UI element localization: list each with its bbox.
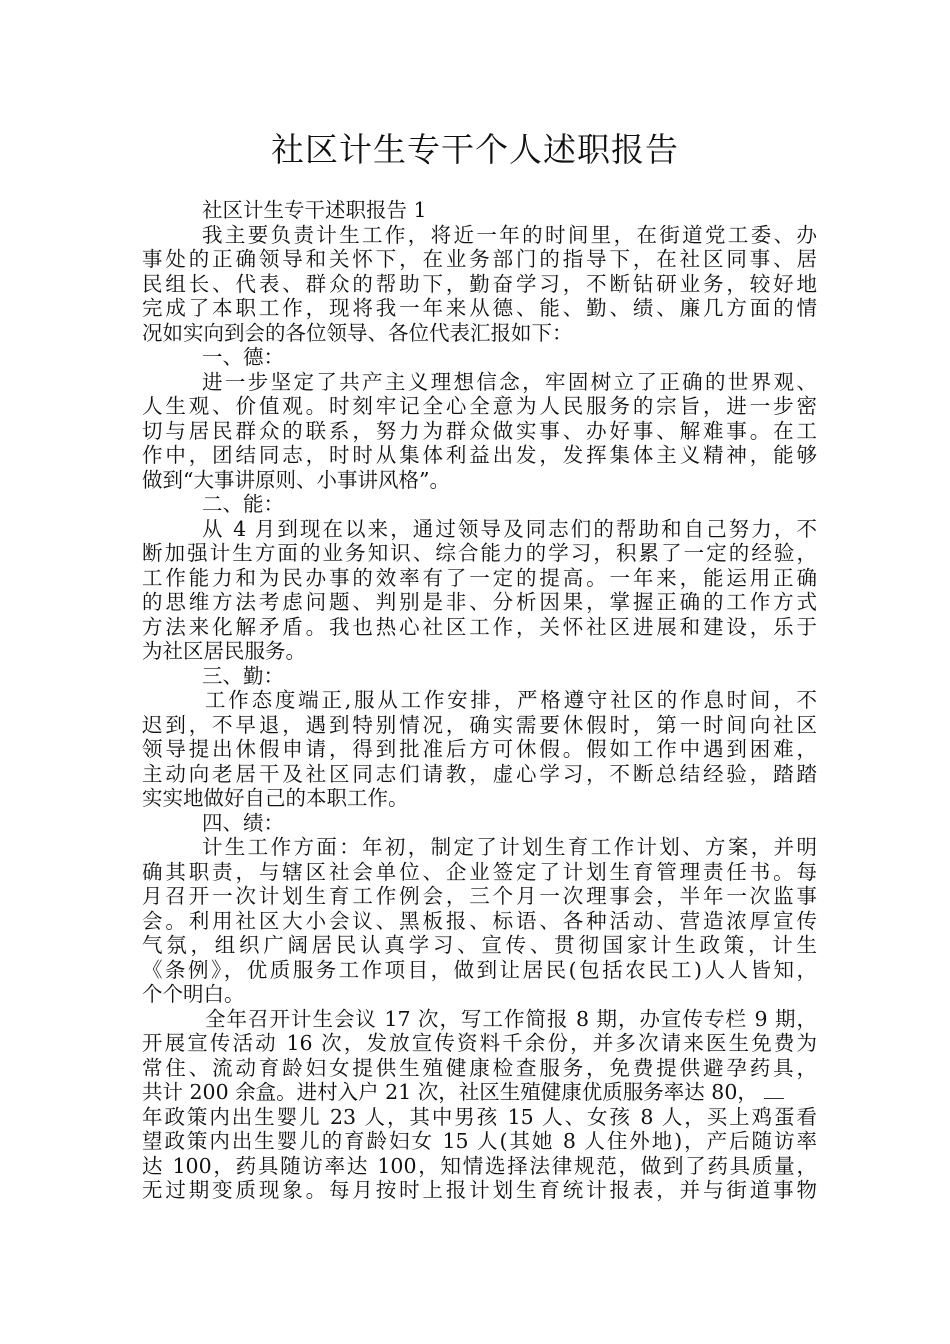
paragraph-line: 望政策内出生婴儿的育龄妇女 15 人(其她 8 人住外地)，产后随访率	[142, 1129, 817, 1153]
paragraph-line: 主动向老居干及社区同志们请教，虚心学习，不断总结经验，踏踏	[142, 761, 817, 786]
paragraph-line: 达 100，药具随访率达 100，知情选择法律规范，做到了药具质量，	[142, 1153, 817, 1178]
paragraph-line: 工作能力和为民办事的效率有了一定的提高。一年来，能运用正确	[142, 565, 817, 590]
section-heading: 社区计生专干述职报告 1	[202, 198, 427, 222]
blank-placeholder	[764, 1080, 784, 1099]
section-heading: 三、勤：	[202, 663, 284, 688]
paragraph-line	[142, 1080, 817, 1105]
paragraph-line: 领导提出休假申请，得到批准后方可休假。假如工作中遇到困难，	[142, 737, 817, 761]
paragraph-line: 《条例》，优质服务工作项目，做到让居民(包括农民工)人人皆知，	[142, 957, 817, 982]
section-heading: 一、德：	[202, 345, 284, 369]
paragraph-line: 断加强计生方面的业务知识、综合能力的学习，积累了一定的经验，	[142, 541, 817, 565]
paragraph-line: 计生工作方面：年初，制定了计划生育工作计划、方案，并明	[202, 835, 817, 859]
paragraph-line: 进一步坚定了共产主义理想信念，牢固树立了正确的世界观、	[202, 369, 817, 394]
paragraph-line: 实实地做好自己的本职工作。	[142, 786, 409, 810]
paragraph-line: 切与居民群众的联系，努力为群众做实事、办好事、解难事。在工	[142, 418, 817, 443]
paragraph-line: 工作态度端正,服从工作安排，严格遵守社区的作息时间，不	[205, 688, 817, 712]
document-body	[142, 198, 817, 1203]
paragraph-line: 况如实向到会的各位领导、各位代表汇报如下：	[142, 320, 573, 345]
paragraph-line: 全年召开计生会议 17 次，写工作简报 8 期，办宣传专栏 9 期，	[205, 1006, 817, 1031]
paragraph-line: 个个明白。	[142, 982, 245, 1006]
section-heading: 四、绩：	[202, 810, 284, 835]
document-title: 社区计生专干个人述职报告	[271, 130, 679, 169]
paragraph-line: 月召开一次计划生育工作例会，三个月一次理事会，半年一次监事	[142, 884, 817, 908]
paragraph-line: 从 4 月到现在以来，通过领导及同志们的帮助和自己努力，不	[202, 516, 817, 541]
paragraph-line: 人生观、价值观。时刻牢记全心全意为人民服务的宗旨，进一步密	[142, 394, 817, 418]
paragraph-line: 方法来化解矛盾。我也热心社区工作，关怀社区进展和建设，乐于	[142, 614, 817, 639]
paragraph-line-text: 共计 200 余盒。进村入户 21 次，社区生殖健康优质服务率达 80，	[142, 1080, 758, 1104]
paragraph-line: 开展宣传活动 16 次，发放宣传资料千余份，并多次请来医生免费为	[142, 1031, 817, 1055]
paragraph-line: 做到“大事讲原则、小事讲风格”。	[142, 467, 450, 492]
paragraph-line: 事处的正确领导和关怀下，在业务部门的指导下，在社区同事、居	[142, 247, 817, 271]
section-heading: 二、能：	[202, 492, 284, 516]
paragraph-line: 完成了本职工作，现将我一年来从德、能、勤、绩、廉几方面的情	[142, 296, 817, 320]
paragraph-line: 我主要负责计生工作，将近一年的时间里，在街道党工委、办	[202, 222, 817, 247]
paragraph-line: 的思维方法考虑问题、判别是非、分析因果，掌握正确的工作方式	[142, 590, 817, 614]
paragraph-line: 作中，团结同志，时时从集体利益出发，发挥集体主义精神，能够	[142, 443, 817, 467]
paragraph-line: 常住、流动育龄妇女提供生殖健康检查服务，免费提供避孕药具，	[142, 1055, 817, 1080]
paragraph-line: 气氛，组织广阔居民认真学习、宣传、贯彻国家计生政策，计生	[142, 933, 817, 957]
paragraph-line: 为社区居民服务。	[142, 639, 306, 663]
paragraph-line: 民组长、代表、群众的帮助下，勤奋学习，不断钻研业务，较好地	[142, 271, 817, 296]
paragraph-line: 会。利用社区大小会议、黑板报、标语、各种活动、营造浓厚宣传	[142, 908, 817, 933]
paragraph-line: 无过期变质现象。每月按时上报计划生育统计报表，并与街道事物	[142, 1178, 817, 1202]
paragraph-line: 迟到，不早退，遇到特别情况，确实需要休假时，第一时间向社区	[142, 712, 817, 737]
paragraph-line: 确其职责，与辖区社会单位、企业签定了计划生育管理责任书。每	[142, 859, 817, 884]
paragraph-line: 年政策内出生婴儿 23 人，其中男孩 15 人、女孩 8 人，买上鸡蛋看	[142, 1104, 817, 1129]
